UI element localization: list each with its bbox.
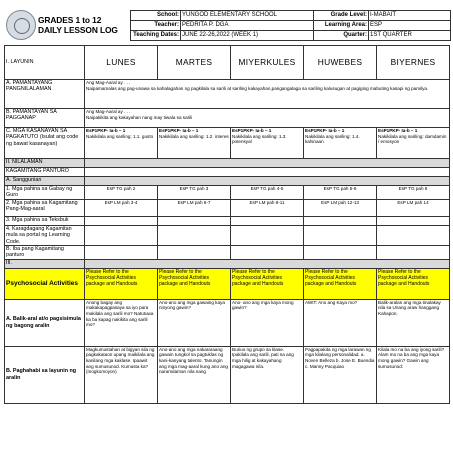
kasanayan-text: Nakikilala ang sariling: 1.1. gusto — [86, 133, 154, 139]
teksbuk-cell — [231, 216, 304, 225]
kagamitang-cell: EsP LM pah 3-4 — [85, 199, 158, 216]
balik-aral-cell: AWIT: Ano ang Kaya mo? — [304, 299, 377, 346]
kasanayan-code: EsP1PKP- Ia-b – 1 — [232, 128, 272, 133]
kagamitang-cell: EsP LM pah 14 — [377, 199, 450, 216]
iba-cell — [158, 246, 231, 260]
iba-cell — [377, 246, 450, 260]
karagdagang-label: 4. Karagdagang Kagamitan mula sa portal ng Learning Code. — [5, 225, 85, 245]
karagdagang-row — [5, 225, 450, 245]
iii-row — [5, 259, 450, 268]
kasanayan-code: EsP1PKP- Ia-b – 1 — [378, 128, 418, 133]
iii-label: III. — [5, 259, 85, 268]
sanggunian-row — [5, 177, 450, 186]
pamantayang-row — [5, 80, 450, 109]
pagganap-content — [85, 109, 450, 128]
iba-cell — [231, 246, 304, 260]
kasanayan-text: Nakikilala ang sariling: damdamin / emosyon — [378, 133, 447, 145]
school-value: YUNGOD ELEMENTARY SCHOOL — [181, 11, 314, 21]
sanggunian-label: A. Sanggunian — [5, 177, 85, 186]
gabay-cell: EsP TG pah 3 — [158, 186, 231, 200]
psychosocial-label: Psychosocial Activities — [5, 268, 85, 299]
nilalaman-row — [5, 159, 450, 168]
balik-aral-cell: Ano-ano ang mga gawaing kaya ninyong gawin? — [158, 299, 231, 346]
deped-seal-icon — [6, 10, 36, 40]
area-value: ESP — [369, 21, 451, 31]
day-lunes: LUNES — [85, 46, 158, 80]
title-line-1: GRADES 1 to 12 — [38, 15, 102, 25]
day-martes: MARTES — [158, 46, 231, 80]
psychosocial-cell: Please Refer to the Psychosocial Activities package and Handouts — [304, 268, 377, 299]
area-label: Learning Area: — [314, 21, 369, 31]
teksbuk-cell — [377, 216, 450, 225]
day-miyerkules: MIYERKULES — [231, 46, 304, 80]
iii-content — [85, 259, 450, 268]
kasanayan-huwebes — [304, 128, 377, 159]
karagdagang-cell — [377, 225, 450, 245]
pagganap-line-2: Naipakikita ang kakayahan nang may tiwala sa sarili — [86, 114, 193, 120]
kasanayan-code: EsP1PKP- Ia-b – 1 — [159, 128, 199, 133]
kagamitang-cell: EsP LM pah 6-7 — [158, 199, 231, 216]
karagdagang-cell — [304, 225, 377, 245]
paghahabi-cell: Kilala mo na ba ang iyong sarili? Alam mo na ba ang mga kaya mong gawin? Gawin ang sumusunod: — [377, 346, 450, 403]
nilalaman-content — [85, 159, 450, 168]
iba-label: B. Iba pang Kagamitang panturo — [5, 246, 85, 260]
kagamitang-row — [5, 199, 450, 216]
pamantayang-line-2: Naipamamalas ang pag-unawa sa kahalagahan ng pagkilala sa sarili at sariling kakayahan,pangangalaga sa sariling kalusugan at pagiging mabuting kasapi ng pamilya. — [86, 85, 429, 91]
teacher-label: Teacher: — [131, 21, 181, 31]
pamantayang-content — [85, 80, 450, 109]
pagganap-label: B. PAMANTAYAN SA PAGGANAP — [5, 109, 85, 128]
kagamitan-label: KAGAMITANG PANTURO — [5, 168, 85, 177]
nilalaman-label: II. NILALAMAN — [5, 159, 85, 168]
title-line-2: DAILY LESSON LOG — [38, 25, 118, 35]
gabay-cell: EsP TG pah 6 — [377, 186, 450, 200]
kasanayan-lunes — [85, 128, 158, 159]
balik-aral-cell: Ano- ano ang mga kaya mong gawin? — [231, 299, 304, 346]
kasanayan-code: EsP1PKP- Ia-b – 1 — [305, 128, 345, 133]
teksbuk-cell — [304, 216, 377, 225]
karagdagang-cell — [158, 225, 231, 245]
pagganap-line-1: Ang Mag-Aaral ay . . . — [86, 109, 131, 114]
psychosocial-row — [5, 268, 450, 299]
paghahabi-cell: Magkumustahan at bigyan sila ng pagkakataon upang maikilala ang kanilang mga kaklase. Ipaawit ang sumusunod. Kumusta ka? (mogkomoyon) — [85, 346, 158, 403]
paghahabi-cell: Ano-ano ang mga nakararaang gawain tungkol sa pagtuklas ng kani-kanyang talento. Tanungin ang mga mag-aaral kung ano ang naramdaman nila nang — [158, 346, 231, 403]
kasanayan-row — [5, 128, 450, 159]
teacher-value: PEDRITA P. DGA — [181, 21, 314, 31]
kasanayan-biyernes — [377, 128, 450, 159]
grade-value: I-MABAIT — [369, 11, 451, 21]
iba-cell — [85, 246, 158, 260]
kasanayan-miyerkules — [231, 128, 304, 159]
sanggunian-content — [85, 177, 450, 186]
school-label: School: — [131, 11, 181, 21]
gabay-row — [5, 186, 450, 200]
karagdagang-cell — [231, 225, 304, 245]
balik-aral-label: A. Balik-aral at/o pagsisimula ng bagong aralin — [5, 299, 85, 346]
kagamitang-label: 2. Mga pahina sa Kagamitang Pang-Mag-aaral — [5, 199, 85, 216]
gabay-cell: EsP TG pah 5-6 — [304, 186, 377, 200]
lesson-log-table — [4, 45, 450, 404]
day-biyernes: BIYERNES — [377, 46, 450, 80]
teksbuk-cell — [85, 216, 158, 225]
balik-aral-cell: Balik-aralan ang mga tinalakay nila sa Unang araw hanggang Kahapon. — [377, 299, 450, 346]
teksbuk-cell — [158, 216, 231, 225]
layunin-label: I. LAYUNIN — [5, 46, 85, 80]
pagganap-row — [5, 109, 450, 128]
karagdagang-cell — [85, 225, 158, 245]
psychosocial-cell: Please Refer to the Psychosocial Activities package and Handouts — [85, 268, 158, 299]
pamantayang-line-1: Ang Mag-Aaral ay . . . — [86, 80, 131, 85]
paghahabi-label: B. Paghahabi sa layunin ng aralin — [5, 346, 85, 403]
teksbuk-label: 3. Mga pahina sa Teksbuk — [5, 216, 85, 225]
dates-value: JUNE 22-26,2022 (WEEK 1) — [181, 31, 314, 41]
iba-cell — [304, 246, 377, 260]
kagamitang-cell: EsP LM pah 12-13 — [304, 199, 377, 216]
quarter-label: Quarter: — [314, 31, 369, 41]
kasanayan-text: Nakikilala ang sariling: 1.4. kahinaan — [305, 133, 360, 145]
paghahabi-cell: Buriuo ng grupo sa klase. Ipakilala ang sarili, pati na ang mga hilig at kakayahang magagawa nila. — [231, 346, 304, 403]
day-huwebes: HUWEBES — [304, 46, 377, 80]
psychosocial-cell: Please Refer to the Psychosocial Activities package and Handouts — [231, 268, 304, 299]
balik-aral-cell: Anong bagay ang makakapagpasaya sa iyo para makilala ang sarili mo? Natutuwa ka ba kapag nakikita ang sarili mo? — [85, 299, 158, 346]
day-header-row — [5, 46, 450, 80]
grade-label: Grade Level: — [314, 11, 369, 21]
iba-row — [5, 246, 450, 260]
kagamitan-row — [5, 168, 450, 177]
kagamitang-cell: EsP LM pah 8-11 — [231, 199, 304, 216]
header-info-table — [130, 10, 451, 41]
document-title — [38, 15, 118, 35]
pamantayang-label: A. PAMANTAYANG PANGNILALAMAN — [5, 80, 85, 109]
kagamitan-content — [85, 168, 450, 177]
kasanayan-code: EsP1PKP- Ia-b – 1 — [86, 128, 126, 133]
gabay-label: 1. Mga pahina sa Gabay ng Guro — [5, 186, 85, 200]
psychosocial-cell: Please Refer to the Psychosocial Activities package and Handouts — [158, 268, 231, 299]
psychosocial-cell: Please Refer to the Psychosocial Activities package and Handouts — [377, 268, 450, 299]
paghahabi-cell: Pagpapakita ng mga larawan ng mga kilalang personalidad. a. Noven Belleza b. Jose E. Buendia c. Manny Pacquiao — [304, 346, 377, 403]
gabay-cell: EsP TG pah 2 — [85, 186, 158, 200]
kasanayan-label: C. MGA KASANAYAN SA PAGKATUTO (Isulat ang code ng bawat kasanayan) — [5, 128, 85, 159]
kasanayan-text: Nakikilala ang sariling: 1.3. potensyal — [232, 133, 287, 145]
dates-label: Teaching Dates: — [131, 31, 181, 41]
quarter-value: 1ST QUARTER — [369, 31, 451, 41]
kasanayan-text: Nakikilala ang sariling: 1.2. interes — [159, 133, 229, 139]
balik-aral-row — [5, 299, 450, 346]
paghahabi-row — [5, 346, 450, 403]
gabay-cell: EsP TG pah 4-5 — [231, 186, 304, 200]
kasanayan-martes — [158, 128, 231, 159]
teksbuk-row — [5, 216, 450, 225]
